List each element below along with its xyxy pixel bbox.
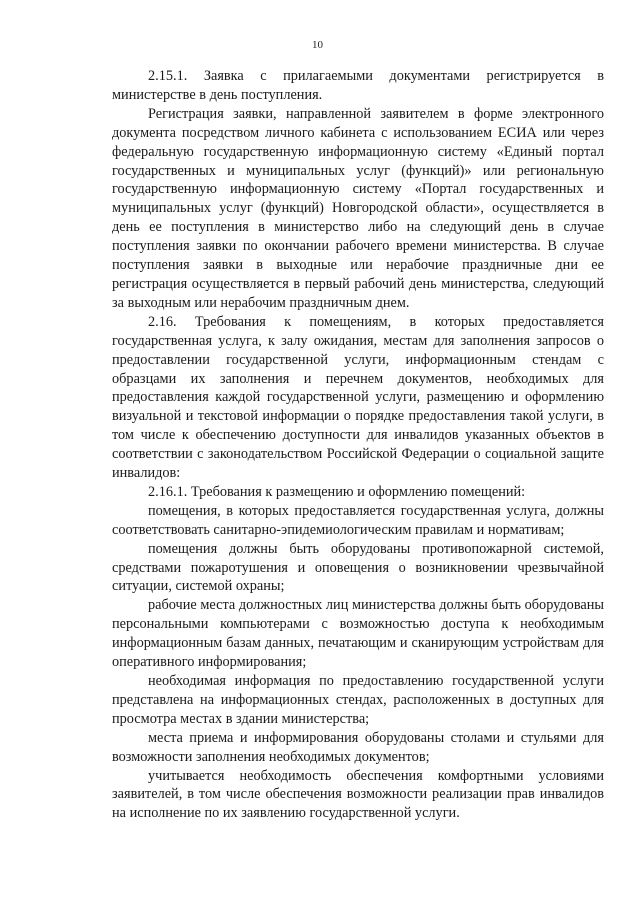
- paragraph-2-15-1: 2.15.1. Заявка с прилагаемыми документами регистрируется в министерстве в день поступления.: [112, 68, 604, 103]
- document-body: [112, 67, 604, 823]
- page-number: 10: [312, 39, 323, 51]
- list-item-furniture: места приема и информирования оборудованы столами и стульями для возможности заполнения необходимых документов;: [112, 729, 604, 765]
- list-item-workstations: рабочие места должностных лиц министерства должны быть оборудованы персональными компьютерами с возможностью доступа к необходимым информационным базам данных, печатающим и сканирующим устройствам для оперативного информирования;: [112, 597, 604, 671]
- paragraph-2-16-1: 2.16.1. Требования к размещению и оформлению помещений:: [148, 483, 526, 500]
- list-item-accessibility: учитывается необходимость обеспечения комфортными условиями заявителей, в том числе обеспечения возможности реализации прав инвалидов на исполнение по их заявлению государственной услуги.: [112, 767, 604, 822]
- list-item-fire-safety: помещения должны быть оборудованы противопожарной системой, средствами пожаротушения и оповещения о возникновении чрезвычайной ситуации, системой охраны;: [112, 540, 604, 595]
- list-item-info-stands: необходимая информация по предоставлению государственной услуги представлена на информационных стендах, расположенных в доступных для просмотра местах в здании министерства;: [112, 673, 604, 727]
- paragraph-2-16: 2.16. Требования к помещениям, в которых предоставляется государственная услуга, к залу ожидания, местам для заполнения запросов о предоставлении государственной услуги, информационным стендам с образцами их заполнения и перечнем документов, необходимых для предоставления каждой государственной услуги, размещению и оформлению визуальной и текстовой информации о порядке предоставления такой услуги, в том числе к обеспечению доступности для инвалидов указанных объектов в соответствии с законодательством Российской Федерации о социальной защите инвалидов:: [112, 313, 604, 482]
- paragraph-registration: Регистрация заявки, направленной заявителем в форме электронного документа посредством личного кабинета с использованием ЕСИА или через федеральную государственную информационную систему «Единый портал государственных и муниципальных услуг (функций)» или региональную государственную информационную систему «Портал государственных и муниципальных услуг (функций) Новгородской области», осуществляется в день ее поступления в министерство либо на следующий день в случае поступления заявки по окончании рабочего времени министерства. В случае поступления заявки в выходные или нерабочие праздничные дни ее регистрация осуществляется в первый рабочий день министерства, следующий за выходным или нерабочим праздничным днем.: [112, 105, 604, 311]
- list-item-sanitary: помещения, в которых предоставляется государственная услуга, должны соответствовать санитарно-эпидемиологическим правилам и нормативам;: [112, 502, 604, 538]
